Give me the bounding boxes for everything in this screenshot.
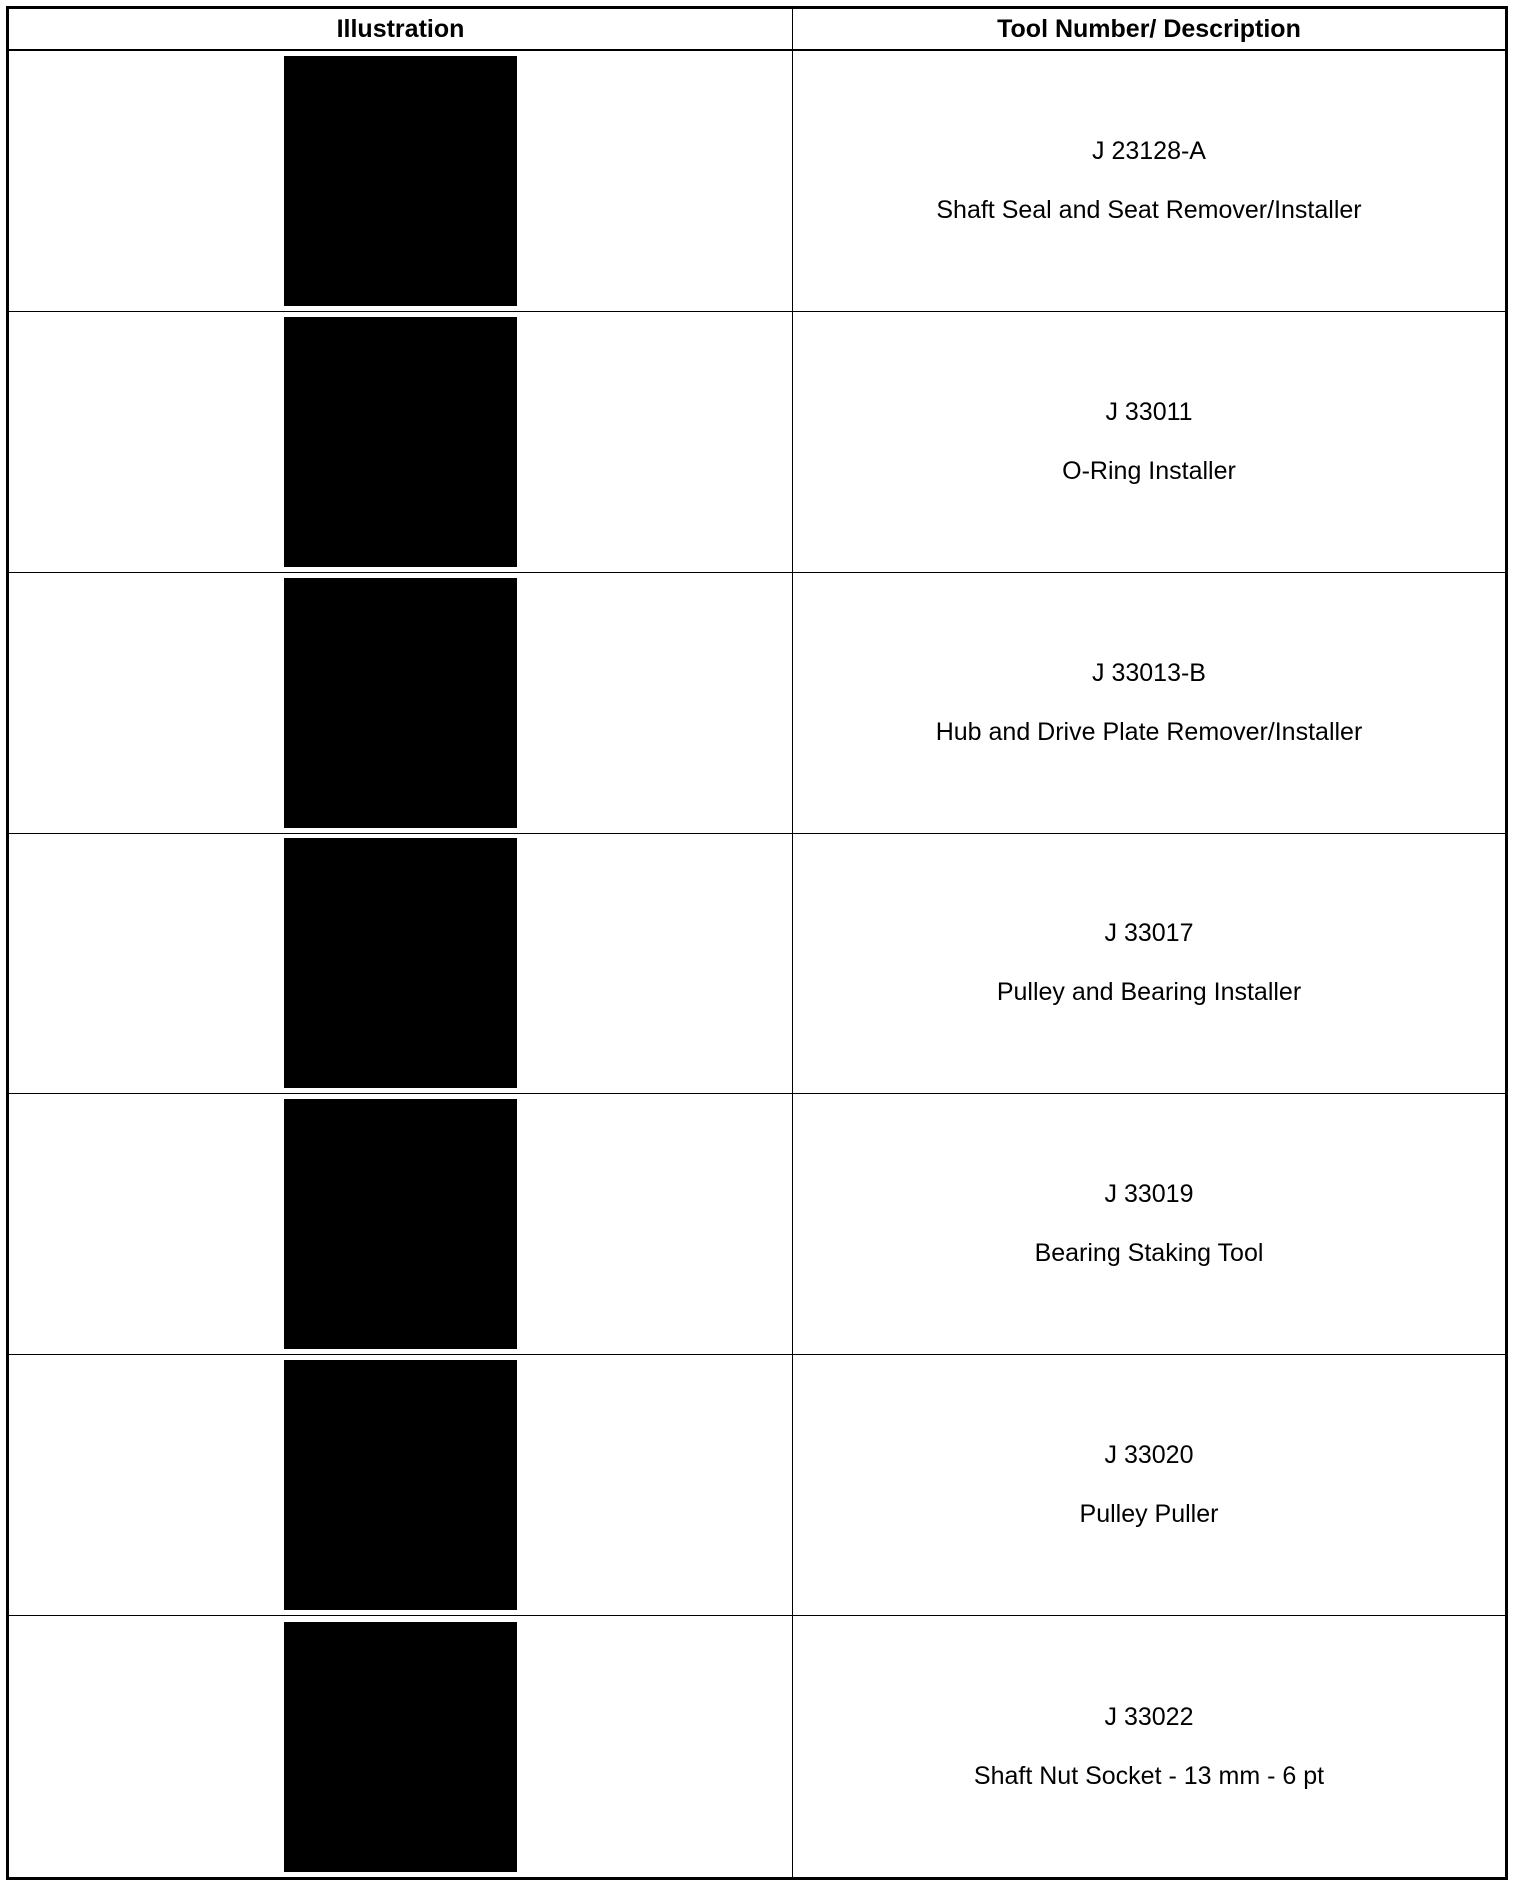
illustration-cell [9, 834, 793, 1095]
tool-number: J 33013-B [1092, 658, 1206, 687]
tool-illustration [284, 838, 517, 1088]
tool-description-cell [793, 51, 1505, 312]
tool-illustration [284, 578, 517, 828]
illustration-cell [9, 573, 793, 834]
tool-number: J 23128-A [1092, 136, 1206, 165]
tool-description: Hub and Drive Plate Remover/Installer [935, 717, 1363, 746]
tool-description-cell [793, 1094, 1505, 1355]
tool-number: J 33011 [1105, 397, 1193, 426]
tool-number: J 33017 [1104, 919, 1194, 948]
tool-number: J 33022 [1104, 1702, 1194, 1731]
tool-illustration [284, 1099, 517, 1349]
tool-description: Pulley and Bearing Installer [996, 978, 1302, 1007]
tool-illustration [284, 317, 517, 567]
tool-description: Shaft Nut Socket - 13 mm - 6 pt [973, 1761, 1325, 1790]
tool-description-cell [793, 312, 1505, 573]
tool-number: J 33020 [1104, 1441, 1194, 1470]
illustration-cell [9, 1094, 793, 1355]
illustration-cell [9, 312, 793, 573]
header-illustration: Illustration [9, 9, 793, 51]
tool-description: O-Ring Installer [1062, 456, 1236, 485]
tool-description-cell [793, 834, 1505, 1095]
tool-description: Bearing Staking Tool [1034, 1239, 1264, 1268]
illustration-cell [9, 51, 793, 312]
tool-illustration [284, 1360, 517, 1610]
tool-description-cell [793, 1355, 1505, 1616]
tool-description: Shaft Seal and Seat Remover/Installer [936, 195, 1362, 224]
tool-illustration [284, 1622, 517, 1872]
illustration-cell [9, 1616, 793, 1877]
tool-description-cell [793, 573, 1505, 834]
special-tools-table [6, 6, 1508, 1880]
tool-illustration [284, 56, 517, 306]
tool-number: J 33019 [1104, 1180, 1194, 1209]
header-tool-description: Tool Number/ Description [793, 9, 1505, 51]
illustration-cell [9, 1355, 793, 1616]
tool-description-cell [793, 1616, 1505, 1877]
tool-description: Pulley Puller [1079, 1500, 1219, 1529]
